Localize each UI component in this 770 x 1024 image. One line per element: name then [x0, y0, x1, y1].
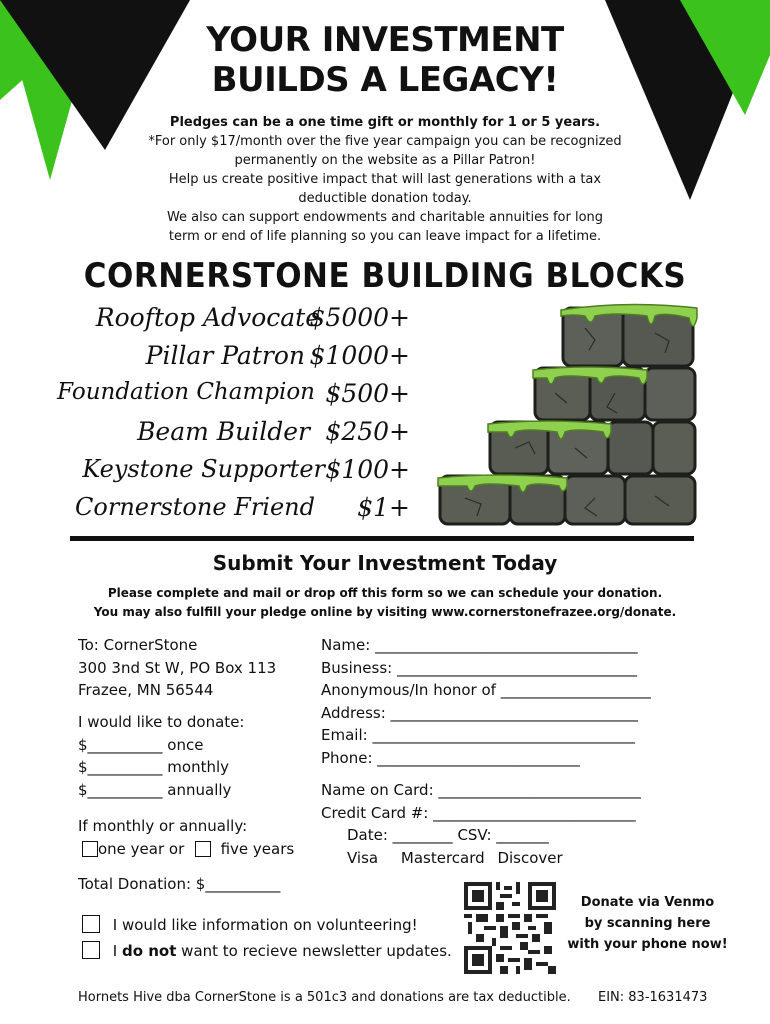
tier-amount: $5000+: [309, 303, 410, 332]
intro-text: [120, 113, 650, 246]
business-field[interactable]: Business: ________________________________: [321, 658, 637, 677]
contact-fields: [321, 634, 651, 769]
pledge-bold: Pledges can be a one time gift or monthly for 1 or 5 years.: [169, 115, 601, 130]
blocks-title: CORNERSTONE BUILDING BLOCKS: [83, 256, 687, 296]
newsletter-checkbox[interactable]: [82, 941, 100, 959]
card-types: [321, 847, 641, 870]
tier-row: [75, 493, 410, 530]
card-name-field[interactable]: Name on Card: ___________________________: [321, 781, 641, 799]
tier-list: [57, 303, 410, 533]
intro-line: deductible donation today.: [298, 191, 472, 206]
card-fields: [321, 779, 641, 869]
address-line: Frazee, MN 56544: [78, 681, 214, 699]
phone-field[interactable]: Phone: ___________________________: [321, 748, 580, 767]
name-field[interactable]: Name: ___________________________________: [321, 636, 638, 654]
tier-name: Cornerstone Friend: [75, 493, 315, 521]
tier-name: Foundation Champion: [57, 379, 315, 405]
intro-line: Help us create positive impact that will last generations with a tax: [168, 172, 602, 187]
submit-note: [60, 584, 710, 622]
donation-amounts: [78, 711, 244, 801]
volunteer-option: [82, 914, 418, 937]
headline-line-1: YOUR INVESTMENT: [206, 20, 564, 60]
tier-amount: $100+: [325, 455, 410, 484]
address-line: To: CornerStone: [78, 636, 198, 654]
once-field[interactable]: $__________ once: [78, 735, 204, 754]
intro-line: permanently on the website as a Pillar Patron!: [234, 153, 536, 168]
donate-label: I would like to donate:: [78, 713, 245, 731]
venmo-line: with your phone now!: [567, 937, 728, 952]
one-year-checkbox[interactable]: [82, 841, 98, 857]
footer-ein: EIN: 83-1631473: [598, 990, 708, 1005]
five-years-checkbox[interactable]: [195, 841, 211, 857]
annually-field[interactable]: $__________ annually: [78, 780, 232, 799]
card-type-visa[interactable]: Visa: [347, 848, 379, 867]
period-label: If monthly or annually:: [78, 817, 248, 835]
tier-row: [82, 455, 410, 492]
newsletter-label-bold: do not: [121, 942, 177, 960]
section-divider: [70, 536, 694, 541]
venmo-line: Donate via Venmo: [580, 895, 715, 910]
headline-line-2: BUILDS A LEGACY!: [211, 60, 559, 100]
mailing-address: [78, 634, 276, 702]
tier-amount: $1000+: [309, 341, 410, 370]
volunteer-checkbox[interactable]: [82, 915, 100, 933]
footer-disclaimer: Hornets Hive dba CornerStone is a 501c3 and donations are tax deductible.: [78, 990, 571, 1005]
submit-title: Submit Your Investment Today: [212, 551, 558, 575]
card-type-mastercard[interactable]: Mastercard: [400, 848, 485, 867]
newsletter-option: [82, 940, 452, 963]
intro-line: term or end of life planning so you can leave impact for a lifetime.: [168, 229, 602, 244]
intro-line: *For only $17/month over the five year campaign you can be recognized: [148, 134, 622, 149]
newsletter-label-pre: I: [112, 942, 122, 960]
total-donation-field[interactable]: Total Donation: $__________: [78, 875, 281, 893]
tier-row: [95, 303, 410, 340]
address-field[interactable]: Address: _________________________________: [321, 703, 639, 722]
one-year-label: one year or: [98, 840, 185, 858]
tier-row: [100, 417, 410, 454]
anonymous-field[interactable]: Anonymous/In honor of ____________________: [321, 681, 651, 699]
venmo-callout: [565, 892, 730, 955]
venmo-line: by scanning here: [584, 916, 711, 931]
tier-amount: $1+: [357, 493, 410, 522]
monthly-field[interactable]: $__________ monthly: [78, 758, 230, 776]
card-type-discover[interactable]: Discover: [497, 848, 563, 867]
card-number-field[interactable]: Credit Card #: ___________________________: [321, 803, 636, 822]
address-line: 300 3nd St W, PO Box 113: [78, 658, 277, 677]
tier-name: Beam Builder: [137, 417, 310, 446]
tier-amount: $500+: [325, 379, 410, 408]
five-years-label: five years: [220, 840, 295, 858]
volunteer-label: I would like information on volunteering!: [112, 916, 418, 934]
tier-name: Rooftop Advocate: [95, 303, 320, 332]
date-csv-field[interactable]: Date: ________ CSV: _______: [347, 826, 549, 844]
tier-name: Keystone Supporter: [82, 455, 325, 483]
tier-name: Pillar Patron: [145, 341, 305, 370]
submit-note-line: You may also fulfill your pledge online by visiting www.cornerstonefrazee.org/donate.: [93, 605, 677, 619]
submit-note-line: Please complete and mail or drop off this form so we can schedule your donation.: [107, 586, 663, 600]
newsletter-label-post: want to recieve newsletter updates.: [176, 942, 452, 960]
email-field[interactable]: Email: ___________________________________: [321, 726, 635, 744]
intro-line: We also can support endowments and charitable annuities for long: [166, 210, 604, 225]
tier-row: [57, 379, 410, 416]
qr-code-icon[interactable]: [464, 882, 556, 974]
tier-row: [100, 341, 410, 378]
tier-amount: $250+: [325, 417, 410, 446]
period-options: [82, 838, 294, 861]
stone-steps-illustration: [435, 298, 705, 528]
